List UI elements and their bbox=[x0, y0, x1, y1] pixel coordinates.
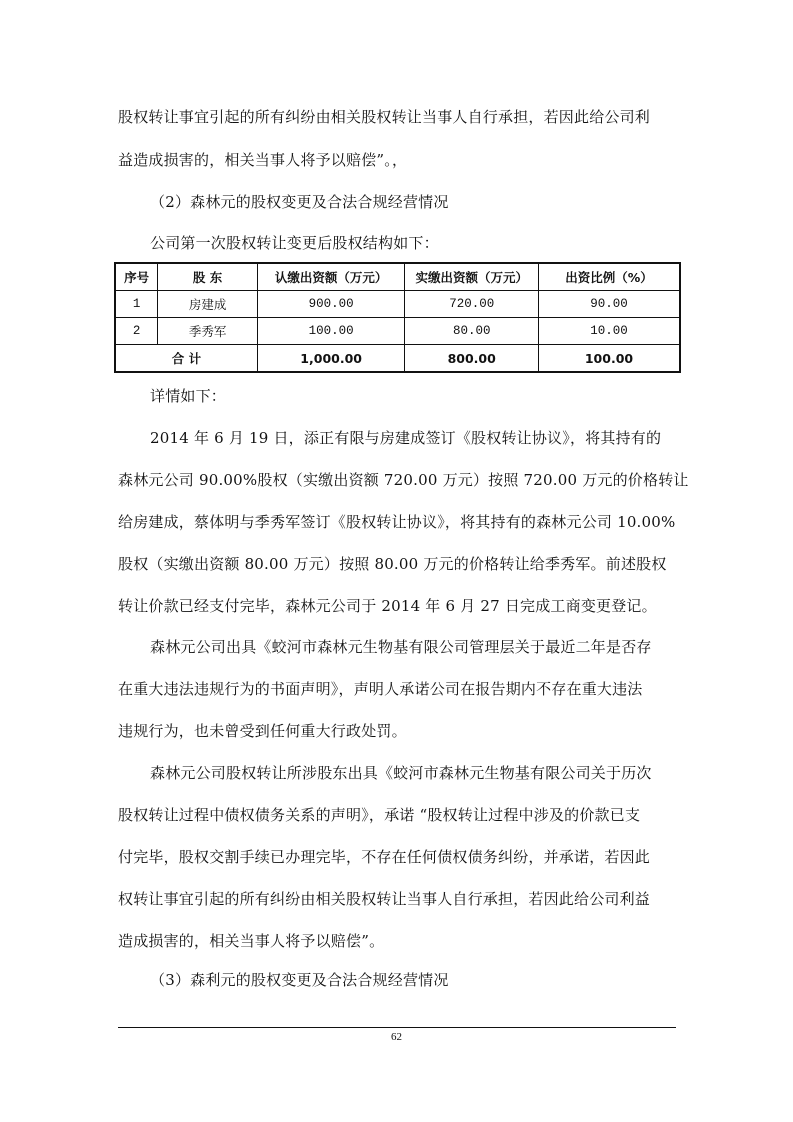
body-line: 股权转让事宜引起的所有纠纷由相关股权转让当事人自行承担，若因此给公司利 bbox=[118, 108, 651, 126]
table-header: 认缴出资额（万元） bbox=[257, 263, 405, 291]
table-intro: 公司第一次股权转让变更后股权结构如下： bbox=[150, 234, 439, 252]
body-line: 2014 年 6 月 19 日，添正有限与房建成签订《股权转让协议》，将其持有的 bbox=[150, 429, 662, 447]
total-label: 合 计 bbox=[115, 345, 257, 373]
detail-intro: 详情如下： bbox=[150, 387, 227, 405]
table-cell: 900.00 bbox=[257, 291, 405, 318]
body-line: 森林元公司股权转让所涉股东出具《蛟河市森林元生物基有限公司关于历次 bbox=[150, 764, 652, 782]
table-cell: 1 bbox=[115, 291, 158, 318]
body-line: 股权（实缴出资额 80.00 万元）按照 80.00 万元的价格转让给季秀军。前述股权 bbox=[118, 555, 667, 573]
table-cell: 720.00 bbox=[405, 291, 539, 318]
body-line: 转让价款已经支付完毕，森林元公司于 2014 年 6 月 27 日完成工商变更登记。 bbox=[118, 597, 657, 615]
table-cell: 房建成 bbox=[158, 291, 258, 318]
section-heading: （2）森林元的股权变更及合法合规经营情况 bbox=[150, 193, 449, 211]
total-cell: 800.00 bbox=[405, 345, 539, 373]
table-cell: 90.00 bbox=[538, 291, 680, 318]
footer-divider bbox=[118, 1027, 676, 1028]
table-header: 出资比例（%） bbox=[538, 263, 680, 291]
total-cell: 1,000.00 bbox=[257, 345, 405, 373]
table-row bbox=[115, 291, 680, 318]
section-heading: （3）森利元的股权变更及合法合规经营情况 bbox=[150, 971, 449, 989]
page-number: 62 bbox=[391, 1031, 402, 1043]
total-cell: 100.00 bbox=[538, 345, 680, 373]
body-line: 违规行为，也未曾受到任何重大行政处罚。 bbox=[118, 722, 407, 740]
body-line: 森林元公司 90.00%股权（实缴出资额 720.00 万元）按照 720.00 万元的价格转让 bbox=[118, 471, 689, 489]
table-header: 序号 bbox=[115, 263, 158, 291]
body-line: 在重大违法违规行为的书面声明》，声明人承诺公司在报告期内不存在重大违法 bbox=[118, 680, 643, 698]
table-header: 股 东 bbox=[158, 263, 258, 291]
body-line: 益造成损害的，相关当事人将予以赔偿”。， bbox=[118, 151, 408, 169]
table-total-row bbox=[115, 345, 680, 373]
body-line: 股权转让过程中债权债务关系的声明》，承诺 “股权转让过程中涉及的价款已支 bbox=[118, 806, 641, 824]
table-cell: 100.00 bbox=[257, 318, 405, 345]
table-header-row bbox=[115, 263, 680, 291]
body-line: 权转让事宜引起的所有纠纷由相关股权转让当事人自行承担，若因此给公司利益 bbox=[118, 890, 651, 908]
table-row bbox=[115, 318, 680, 345]
body-line: 付完毕，股权交割手续已办理完毕，不存在任何债权债务纠纷，并承诺，若因此 bbox=[118, 848, 651, 866]
table-cell: 10.00 bbox=[538, 318, 680, 345]
body-line: 森林元公司出具《蛟河市森林元生物基有限公司管理层关于最近二年是否存 bbox=[150, 638, 652, 656]
table-cell: 季秀军 bbox=[158, 318, 258, 345]
table-cell: 80.00 bbox=[405, 318, 539, 345]
body-line: 造成损害的，相关当事人将予以赔偿”。 bbox=[118, 932, 385, 950]
table-cell: 2 bbox=[115, 318, 158, 345]
table-header: 实缴出资额（万元） bbox=[405, 263, 539, 291]
body-line: 给房建成，蔡体明与季秀军签订《股权转让协议》，将其持有的森林元公司 10.00% bbox=[118, 513, 676, 531]
equity-table bbox=[114, 262, 681, 373]
